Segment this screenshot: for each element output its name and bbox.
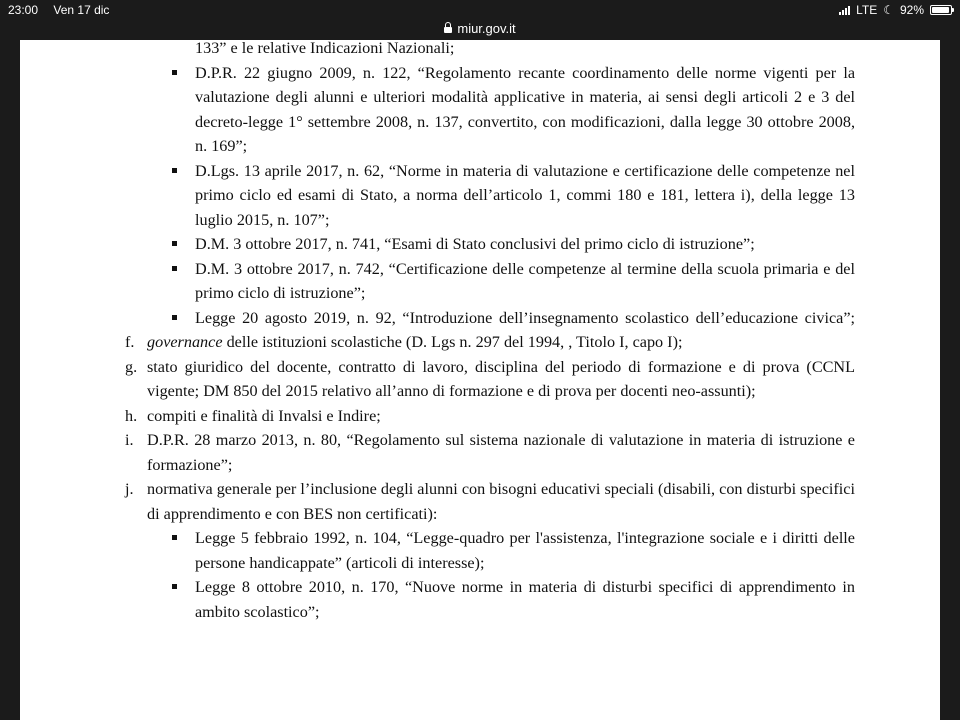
network-type: LTE [856, 3, 878, 17]
moon-icon: ☾ [883, 3, 894, 17]
bullet-text: Legge 20 agosto 2019, n. 92, “Introduzione dell’insegnamento scolastico dell’educazione civica”; [195, 308, 855, 327]
list-item [125, 61, 855, 159]
battery-percentage: 92% [899, 3, 924, 17]
list-item-f [125, 330, 855, 355]
item-label: i. [125, 431, 134, 449]
status-time: 23:00 [8, 3, 39, 17]
status-date: Ven 17 dic [53, 3, 110, 17]
bullet-icon [172, 241, 177, 246]
bullet-text: D.Lgs. 13 aprile 2017, n. 62, “Norme in materia di valutazione e certificazione delle competenze nel primo ciclo ed esami di Stato, a norma dell’articolo 1, commi 180 e 181, lettera i), della legge 13 luglio 2015, n. 107”; [195, 161, 855, 229]
status-bar [0, 0, 960, 20]
bullet-icon [172, 535, 177, 540]
battery-level [932, 7, 949, 13]
address-bar[interactable] [0, 18, 960, 38]
document-page [20, 40, 940, 720]
bullet-icon [172, 168, 177, 173]
list-item [125, 232, 855, 257]
status-right [839, 3, 952, 17]
item-text: normativa generale per l’inclusione degli alunni con bisogni educativi speciali (disabili, con disturbi specifici di apprendimento e con BES non certificati): [147, 480, 855, 523]
item-label: h. [125, 406, 138, 425]
item-label: j. [125, 480, 134, 498]
list-item [125, 526, 855, 575]
continuation-line: 133” e le relative Indicazioni Nazionali; [195, 40, 455, 57]
item-label: g. [125, 357, 138, 376]
status-left [8, 3, 121, 17]
bullet-icon [172, 584, 177, 589]
item-italic-term: governance [147, 333, 223, 351]
list-item-j [125, 477, 855, 526]
list-item [125, 306, 855, 331]
item-text: D.P.R. 28 marzo 2013, n. 80, “Regolamento sul sistema nazionale di valutazione in materia di istruzione e formazione”; [147, 431, 855, 474]
item-text: stato giuridico del docente, contratto di lavoro, disciplina del periodo di formazione e di prova (CCNL vigente; DM 850 del 2015 relativo all’anno di formazione e di prova per docenti neo-assunti); [147, 357, 855, 400]
document-content [125, 40, 855, 624]
bullet-icon [172, 315, 177, 320]
bullet-icon [172, 266, 177, 271]
bullet-text: D.P.R. 22 giugno 2009, n. 122, “Regolamento recante coordinamento delle norme vigenti per la valutazione degli alunni e ulteriori modalità applicative in materia, ai sensi degli articoli 2 e 3 del decreto-legge 1° settembre 2008, n. 137, convertito, con modificazioni, dalla legge 30 ottobre 2008, n. 169”; [195, 63, 855, 155]
item-text: delle istituzioni scolastiche (D. Lgs n. 297 del 1994, , Titolo I, capo I); [222, 333, 683, 351]
item-text: compiti e finalità di Invalsi e Indire; [147, 406, 381, 425]
list-item [125, 575, 855, 624]
list-item-g [125, 355, 855, 404]
list-item [125, 159, 855, 233]
url-text: miur.gov.it [457, 20, 516, 36]
lock-icon [444, 27, 452, 33]
list-item-h [125, 404, 855, 429]
bullet-text: Legge 8 ottobre 2010, n. 170, “Nuove norme in materia di disturbi specifici di apprendimento in ambito scolastico”; [195, 578, 855, 621]
list-item [125, 257, 855, 306]
bullet-text: D.M. 3 ottobre 2017, n. 742, “Certificazione delle competenze al termine della scuola primaria e del primo ciclo di istruzione”; [195, 259, 855, 302]
bullet-text: Legge 5 febbraio 1992, n. 104, “Legge-quadro per l'assistenza, l'integrazione sociale e i diritti delle persone handicappate” (articoli di interesse); [195, 529, 855, 572]
item-label: f. [125, 333, 135, 351]
bullet-icon [172, 70, 177, 75]
bullet-text: D.M. 3 ottobre 2017, n. 741, “Esami di Stato conclusivi del primo ciclo di istruzione”; [195, 235, 755, 253]
cellular-signal-icon [839, 5, 850, 15]
list-item-i [125, 428, 855, 477]
battery-icon [930, 5, 952, 15]
